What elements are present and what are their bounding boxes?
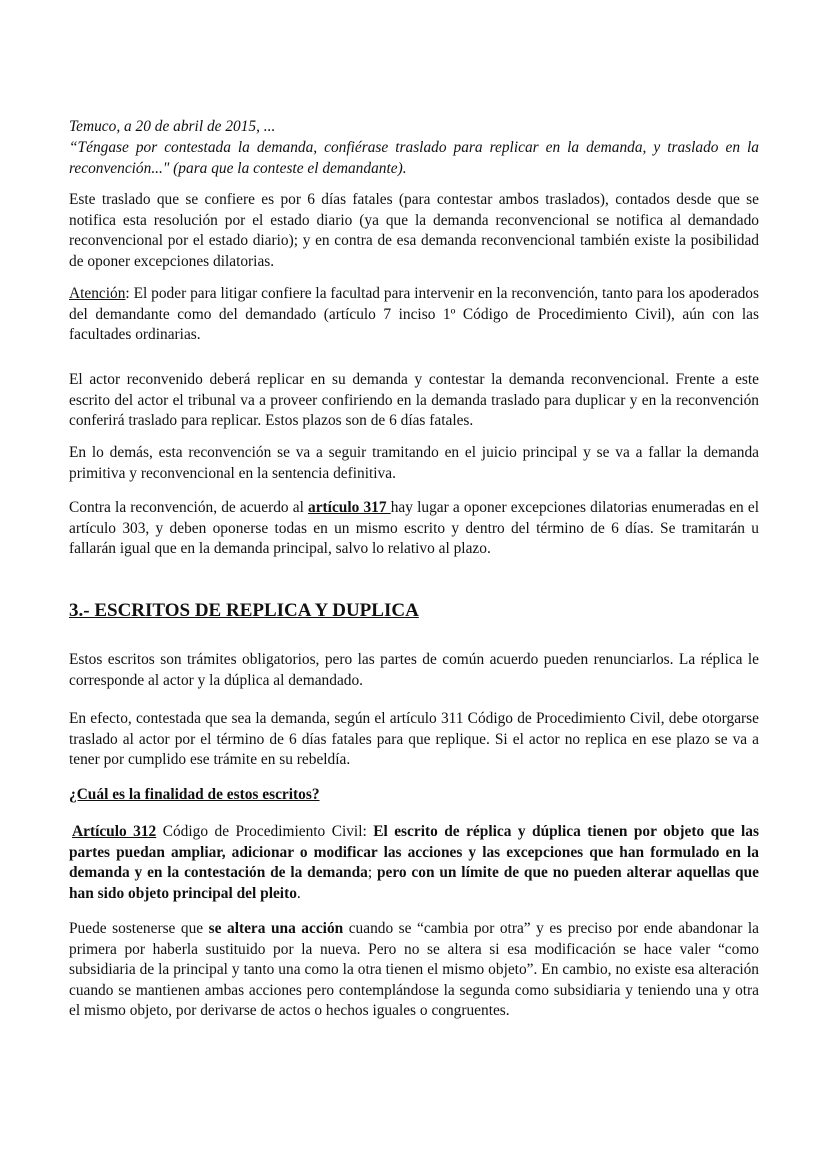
text: Contra la reconvención, de acuerdo al — [69, 499, 309, 516]
text: ; — [367, 864, 377, 882]
text: . — [296, 884, 301, 902]
resolution-quote: “Téngase por contestada la demanda, confiérase traslado para replicar en la demanda, y traslado en la reconvención..." (para que la conteste el demandante). — [69, 139, 759, 177]
bold-text: pero con un límite de que no pueden alterar aquellas que han sido objeto principal del pleito — [69, 864, 760, 902]
bold-text: se altera una acción — [208, 920, 344, 937]
paragraph-en-efecto: En efecto, contestada que sea la demanda, según el artículo 311 Código de Procedimiento Civil, debe otorgarse traslado al actor por el término de 6 días fatales para que replique. Si el actor no replica en ese plazo se va a tener por cumplido ese trámite en su rebeldía. — [69, 710, 759, 769]
article-317-reference: artículo 317 — [308, 499, 391, 516]
text: hay lugar a oponer excepciones dilatorias enumeradas en el artículo 303, y deben oponerse todas en un mismo escrito y dentro del término de 6 días. Se tramitarán u fallarán igual que en la demanda principal, salvo lo relativo al plazo. — [69, 499, 760, 558]
atencion-label: Atención — [69, 285, 126, 302]
text: Código de Procedimiento Civil: — [156, 823, 374, 840]
paragraph-puede-sostenerse — [69, 919, 759, 1022]
bold-text: El escrito de réplica y dúplica tienen por objeto que las partes puedan ampliar, adicionar o modificar las acciones y las excepciones que han formulado en la demanda y en la contestación de la demanda — [69, 823, 759, 882]
text: cuando se “cambia por otra” y es preciso por ende abandonar la primera por haberla sustituido por la nueva. Pero no se altera si esa modificación se hace valer “como subsidiaria de la principal y tanto una como la otra tienen el mismo objeto”. En cambio, no existe esa alteración cuando se mantienen ambas acciones pero contemplándose la segunda como subsidiaria y teniendo una y otra el mismo objeto, por derivarse de actos o hechos iguales o congruentes. — [69, 920, 759, 1020]
paragraph-contra-reconvencion — [69, 498, 759, 560]
paragraph-en-lo-demas: En lo demás, esta reconvención se va a seguir tramitando en el juicio principal y se va a fallar la demanda primitiva y reconvencional en la sentencia definitiva. — [69, 444, 759, 482]
question-heading: ¿Cuál es la finalidad de estos escritos? — [69, 786, 320, 803]
section-heading: 3.- ESCRITOS DE REPLICA Y DUPLICA — [69, 600, 419, 621]
date-line: Temuco, a 20 de abril de 2015, ... — [69, 118, 276, 135]
paragraph-estos-escritos: Estos escritos son trámites obligatorios, pero las partes de común acuerdo pueden renunciarlos. La réplica le corresponde al actor y la dúplica al demandado. — [69, 651, 759, 689]
text: Puede sostenerse que — [69, 920, 209, 937]
paragraph-articulo-312 — [69, 822, 759, 904]
article-312-reference: Artículo 312 — [72, 823, 157, 840]
paragraph-atencion — [69, 284, 759, 346]
paragraph-actor-reconvenido: El actor reconvenido deberá replicar en su demanda y contestar la demanda reconvencional. Frente a este escrito del actor el tribunal va a proveer confiriendo en la demanda traslado para duplicar y en la reconvención conferirá traslado para replicar. Estos plazos son de 6 días fatales. — [69, 371, 759, 430]
paragraph-traslado: Este traslado que se confiere es por 6 días fatales (para contestar ambos traslados), contados desde que se notifica esta resolución por el estado diario (ya que la demanda reconvencional se notifica al demandado reconvencional por el estado diario); y en contra de esa demanda reconvencional también existe la posibilidad de oponer excepciones dilatorias. — [69, 191, 759, 270]
atencion-text: : El poder para litigar confiere la facultad para intervenir en la reconvención, tanto para los apoderados del demandante como del demandado (artículo 7 inciso 1º Código de Procedimiento Civil), aún con las facultades ordinarias. — [69, 285, 759, 344]
